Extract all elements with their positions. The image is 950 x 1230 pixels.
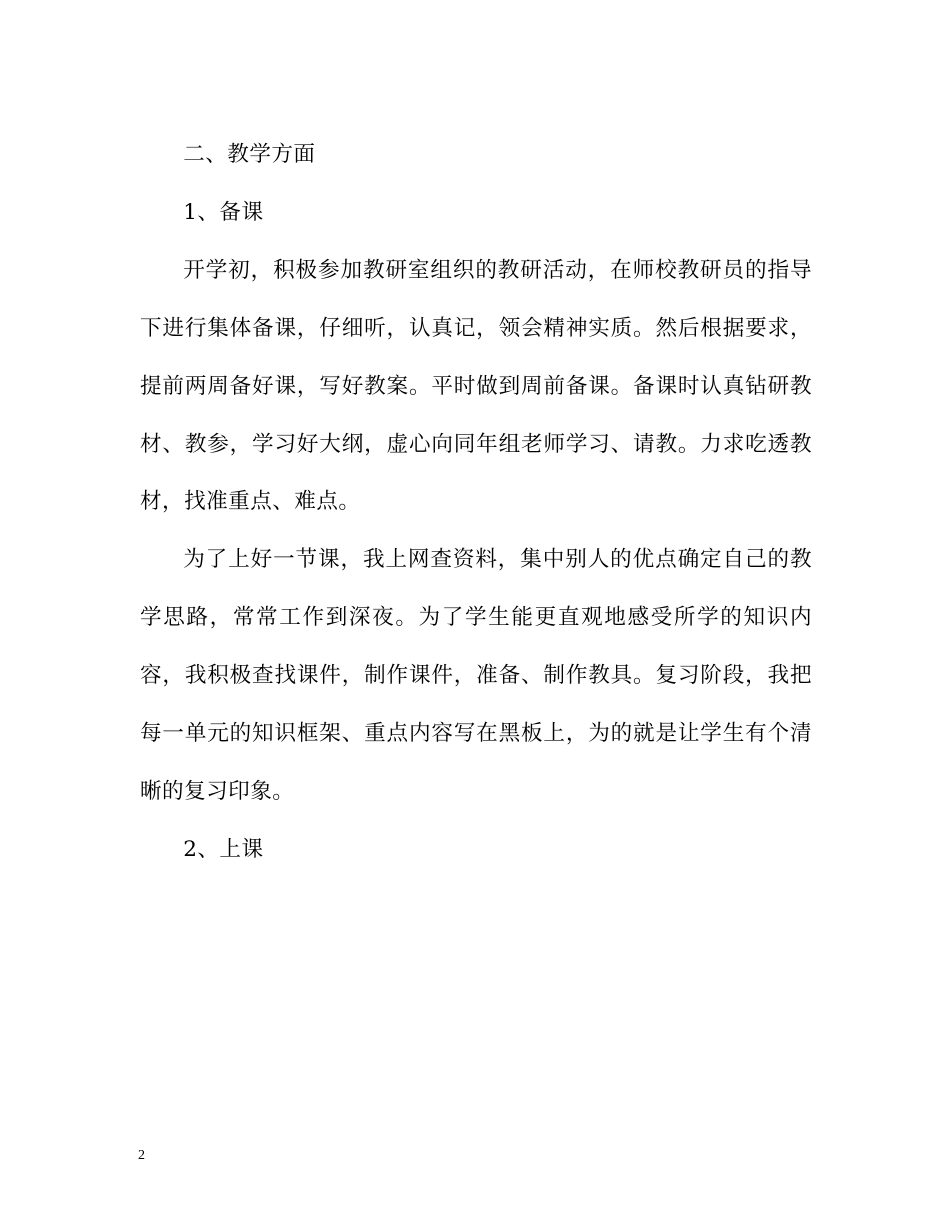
section-heading-teaching: 二、教学方面 [183, 142, 316, 167]
page-number: 2 [138, 1148, 145, 1163]
document-body [140, 126, 812, 879]
subheading-lesson-prep: 1、备课 [183, 199, 264, 225]
paragraph-lesson-prep: 开学初，积极参加教研室组织的教研活动，在师校教研员的指导下进行集体备课，仔细听，认真记，领会精神实质。然后根据要求，提前两周备好课，写好教案。平时做到周前备课。备课时认真钻研教材、教参，学习好大纲，虚心向同年组老师学习、请教。力求吃透教材，找准重点、难点。 [140, 257, 812, 515]
paragraph-preparation-effort: 为了上好一节课，我上网查资料，集中别人的优点确定自己的教学思路，常常工作到深夜。为了学生能更直观地感受所学的知识内容，我积极查找课件，制作课件，准备、制作教具。复习阶段，我把每一单元的知识框架、重点内容写在黑板上，为的就是让学生有个清晰的复习印象。 [140, 547, 812, 804]
subheading-class-teaching: 2、上课 [183, 836, 264, 862]
